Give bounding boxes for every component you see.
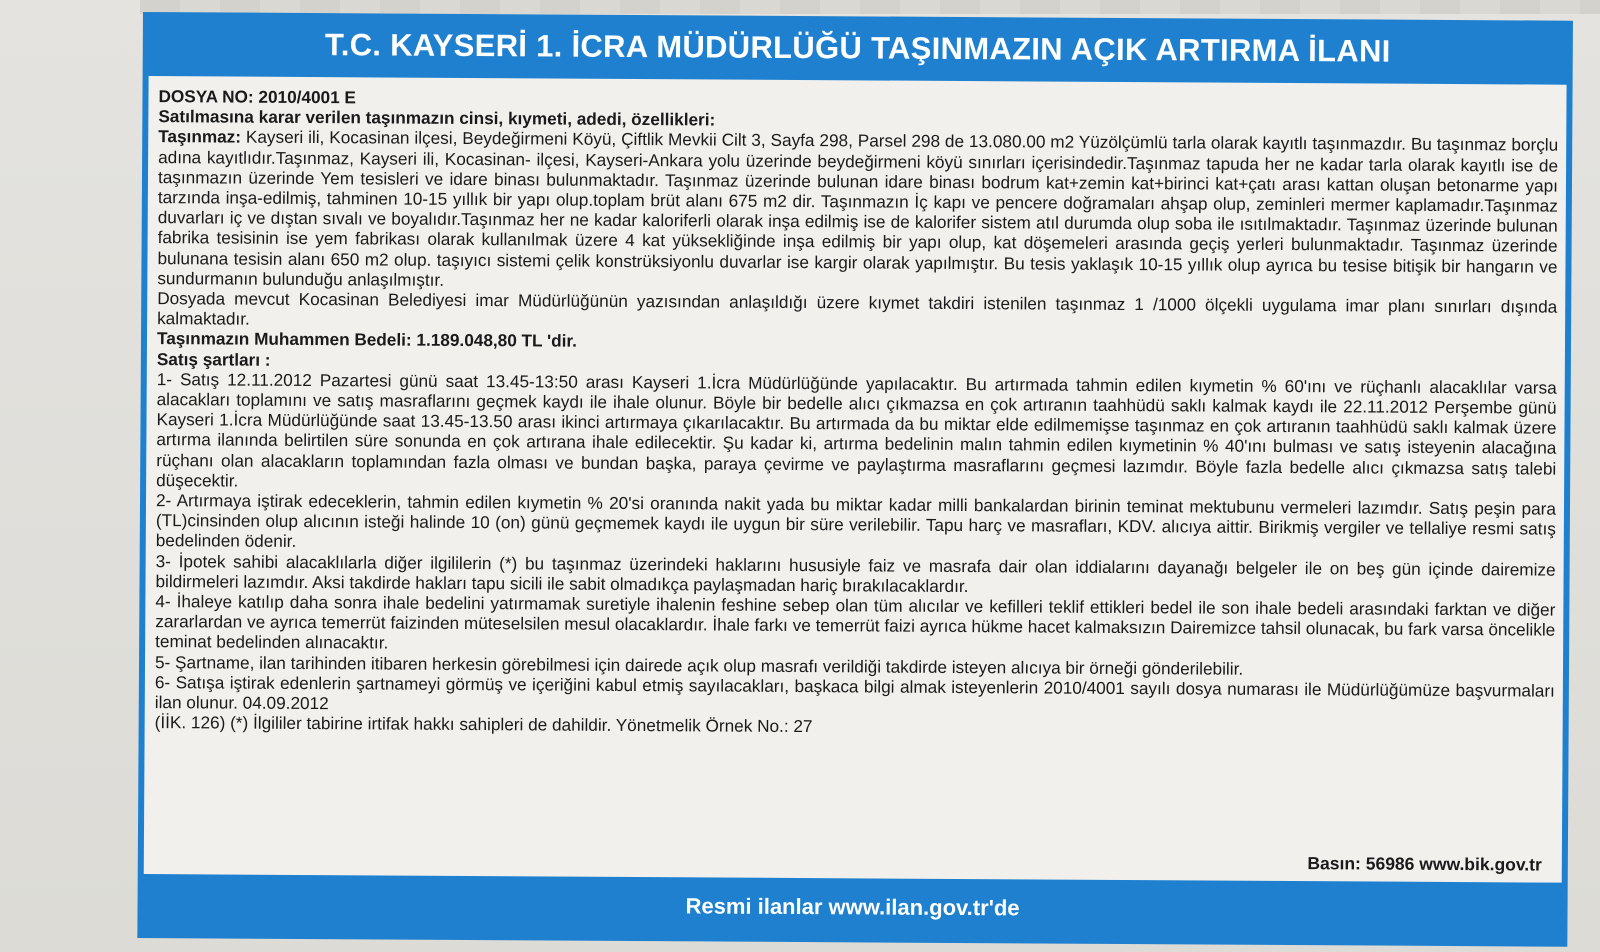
condition-item: 2- Artırmaya iştirak edeceklerin, tahmin edilen kıymetin % 20'si oranında nakit yada bu miktar kadar milli bankalardan birinin teminat mektubunu vermeleri lazımdır. Satış peşin para (TL)cinsinden olup alıcının isteği halinde 10 (on) günü geçmemek kaydı ile uygun bir süre verilebilir. Tapu harç ve masrafları, KDV. alıcıya aittir. Birikmiş vergiler ve tellaliye resmi satış bedelinden ödenir. [155,490,1557,552]
notice-body [144,76,1567,883]
property-text: Kayseri ili, Kocasinan ilçesi, Beydeğirmeni Köyü, Çiftlik Mevkii Cilt 3, Sayfa 298, Parsel 298 de 13.080.00 m2 Yüzölçümlü tarla olarak kayıtlı taşınmazdır. Bu taşınmaz borçlu adına kayıtlıdır.Taşınmaz, Kayseri ili, Kocasinan- ilçesi, Kayseri-Ankara yolu üzerinde beydeğirmeni köyü sınırları içerisindedir.Taşınmaz tapuda her ne kadar tarla olarak kayıtlı ise de taşınmazın üzerinde Yem tesisleri ve idare binası bulunmaktadır. Taşınmaz üzerinde bulunan idare binası bodrum kat+zemin kat+birinci kat+çatı arası kattan oluşan betonarme yapı tarzında inşa-edilmiş, tahminen 10-15 yıllık bir yapı olup.toplam brüt alanı 675 m2 dir. Taşınmazın İç kapı ve pencere doğramaları ahşap olup, zeminleri mermer kaplamadır.Taşınmaz duvarları iç ve dıştan sıvalı ve boyalıdır.Taşınmaz her ne kadar kaloriferli olarak inşa edilmiş ise de kalorifer sistem atıl durumda olup soba ile ısıtılmaktadır. Taşınmaz üzerinde bulunan fabrika tesisinin ise yem fabrikası olarak kullanılmak üzere 4 kat yüksekliğinde inşa edilmiş bir yapı olup, kat döşemeleri arasında geçiş yerleri bulunmaktadır. Taşınmaz üzerinde bulunana tesisin alanı 650 m2 olup. taşıyıcı sistemi çelik konstrüksiyonlu duvarlar ise kargir olarak yapılmıştır. Bu tesis yaklaşık 10-15 yıllık olup ayrıca bu tesise bitişik bir hangarın ve sundurmanın bulunduğu anlaşılmıştır. [157,127,1559,290]
file-number: DOSYA NO: 2010/4001 E [158,86,356,108]
property-label: Taşınmaz: [158,126,242,148]
footnote: (İİK. 126) (*) İlgililer tabirine irtifak hakkı sahipleri de dahildir. Yönetmelik Örnek No.: 27 [154,712,813,737]
notice-title: T.C. KAYSERİ 1. İCRA MÜDÜRLÜĞÜ TAŞINMAZIN AÇIK ARTIRMA İLANI [324,27,1391,69]
adjacent-column-bleed [140,0,1600,14]
conditions-heading: Satış şartları : [156,348,271,370]
footer-link-text: Resmi ilanlar www.ilan.gov.tr'de [685,893,1020,921]
property-description [157,127,1558,297]
auction-notice [137,12,1573,947]
notice-content [155,86,1559,741]
condition-item: 1- Satış 12.11.2012 Pazartesi günü saat 13.45-13:50 arası Kayseri 1.İcra Müdürlüğünde yapılacaktır. Bu artırmada tahmin edilen kıymetin % 60'ını ve rüçhanlı alacaklılar varsa alacakları toplamını ve satış masraflarını geçmek kaydı ile ihale olunur. Böyle bir bedelle alıcı çıkmazsa en çok artıranın taahhüdü saklı kalmak kaydı ile 22.11.2012 Perşembe günü Kayseri 1.İcra Müdürlüğünde saat 13.45-13.50 arası ikinci artırmaya çıkarılacaktır. Bu artırmada da bu miktar elde edilmemişse taşınmaz en çok artıranın taahhüdü saklı kalmak üzere artırma ilanında belirtilen süre sonunda en çok artırana ihale edilecektir. Şu kadar ki, artırma bedelinin malın tahmin edilen kıymetinin % 40'ını bulması ve satış isteyenin alacağına rüçhanı olan alacakların toplamından fazla olması ve bundan başka, paraya çevirme ve paylaştırma masraflarını geçmesi lazımdır. Böyle fazla bedelle alıcı çıkmazsa satış talebi düşecektir. [156,368,1557,491]
notice-header [143,12,1573,85]
condition-item: 5- Şartname, ilan tarihinden itibaren herkesin görebilmesi için dairede açık olup masrafı verildiği takdirde isteyen alıcıya bir örneği gönderilebilir. [154,651,1244,679]
notice-footer [137,874,1567,947]
zoning-text: Dosyada mevcut Kocasinan Belediyesi imar Müdürlüğünün yazısından anlaşıldığı üzere kıymet takdiri istenilen taşınmaz 1 /1000 ölçekli uygulama imar planı sınırları dışında kalmaktadır. [157,288,1558,329]
condition-item: 3- İpotek sahibi alacaklılarla diğer ilgililerin (*) bu taşınmaz üzerindeki haklarını hususiyle faiz ve masrafa dair olan iddialarını dayanağı belgeler ile on beş gün içinde dairemize bildirmeleri lazımdır. Aksi takdirde hakları tapu sicili ile sabit olmadıkça paylaşmadan hariç bırakılacaklardır. [155,550,1556,596]
condition-item: 4- İhaleye katılıp daha sonra ihale bedelini yatırmamak suretiyle ihalenin feshine sebep olan tüm alıcılar ve kefilleri teklif ettikleri bedel ile son ihale bedeli arasındaki farktan ve diğer zararlardan ve ayrıca temerrüt faizinden müteselsilen mesul olacaklardır. İhale farkı ve temerrüt faizi ayrıca hükme hacet kalmaksızın Dairemizce tahsil olunacak, bu fark varsa öncelikle teminat bedelinden alınacaktır. [155,591,1556,653]
press-info: Basın: 56986 www.bik.gov.tr [1307,853,1542,875]
condition-item: 6- Satışa iştirak edenlerin şartnameyi görmüş ve içeriğini kabul etmiş sayılacakları, başkaca bilgi almak isteyenlerin 2010/4001 sayılı dosya numarası ile Müdürlüğümüze başvurmaları ilan olunur. 04.09.2012 [154,671,1555,714]
estimated-value: Taşınmazın Muhammen Bedeli: 1.189.048,80 TL 'dir. [156,328,577,352]
section-heading: Satılmasına karar verilen taşınmazın cinsi, kıymeti, adedi, özellikleri: [158,106,716,130]
